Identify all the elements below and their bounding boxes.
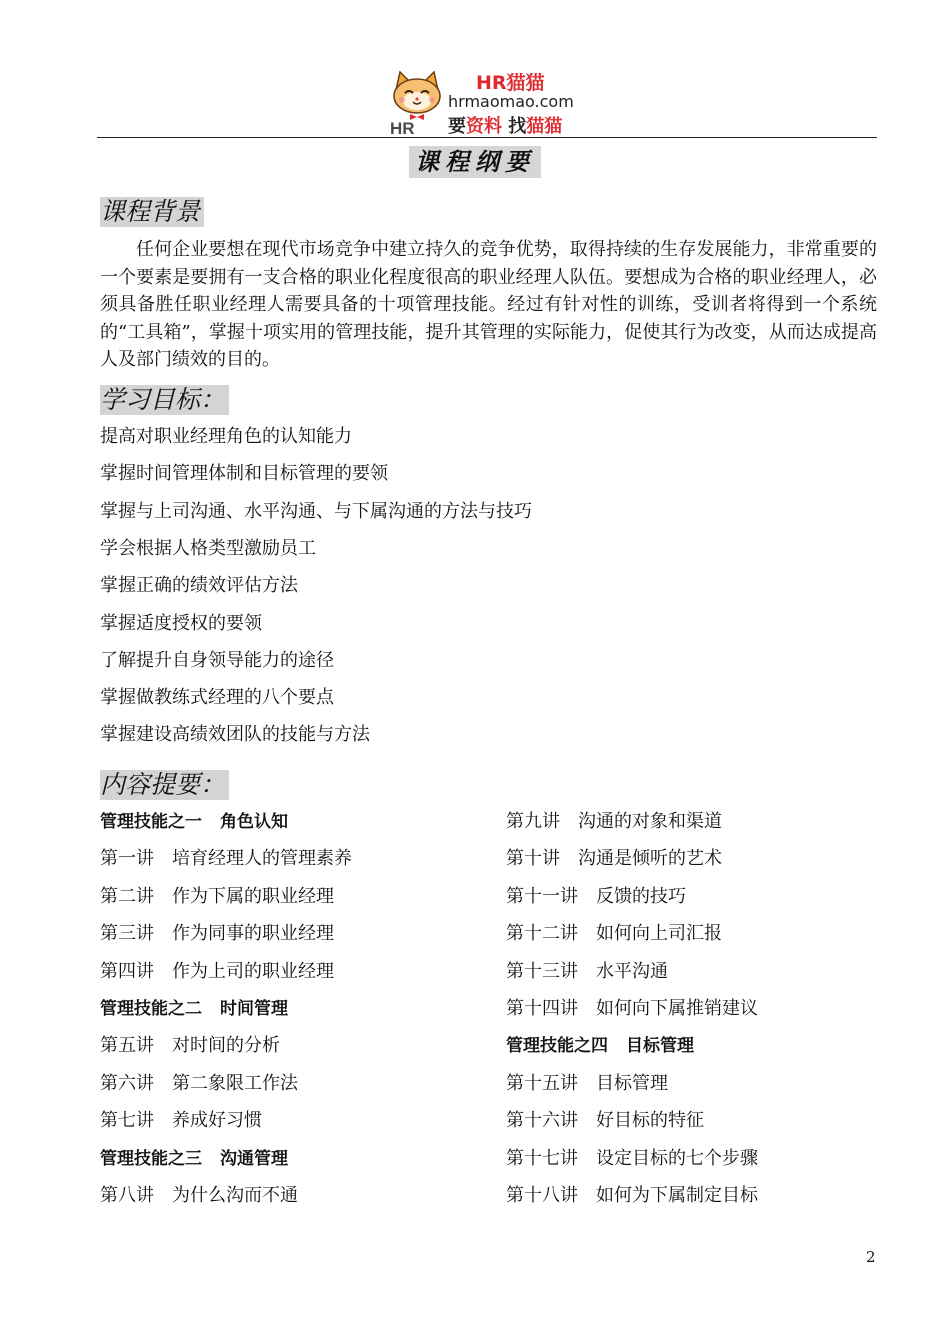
lecture-title: 沟通管理: [220, 1148, 288, 1169]
skill-heading: [100, 1148, 288, 1170]
slogan: [448, 112, 562, 138]
lecture-number: 第十五讲: [506, 1072, 578, 1094]
lecture-number: 管理技能之三: [100, 1148, 202, 1169]
lecture-number: 第十二讲: [506, 923, 578, 945]
lecture-number: 第五讲: [100, 1035, 154, 1057]
lecture-item: [100, 848, 352, 870]
site-logo: [388, 68, 588, 138]
lecture-title: 沟通是倾听的艺术: [578, 848, 722, 870]
lecture-number: 第十一讲: [506, 885, 578, 907]
lecture-title: 角色认知: [220, 812, 288, 832]
lecture-number: 第一讲: [100, 848, 154, 870]
lecture-number: 管理技能之一: [100, 812, 202, 832]
lecture-title: 培育经理人的管理素养: [172, 848, 352, 870]
lecture-item: [506, 1185, 758, 1207]
goal-item: 掌握正确的绩效评估方法: [100, 575, 298, 597]
lecture-number: 第六讲: [100, 1072, 154, 1094]
lecture-number: 管理技能之二: [100, 999, 202, 1019]
lecture-title: 时间管理: [220, 999, 288, 1019]
slogan-mid: 找: [502, 116, 527, 137]
lecture-number: 第十三讲: [506, 960, 578, 982]
lecture-item: [100, 961, 334, 983]
goal-item: 掌握建设高绩效团队的技能与方法: [100, 724, 370, 746]
lecture-number: 第二讲: [100, 885, 154, 907]
lecture-number: 第三讲: [100, 923, 154, 945]
lecture-title: 如何向下属推销建议: [596, 998, 758, 1019]
section-heading-contents: 内容提要：: [100, 770, 229, 800]
hr-badge: HR: [390, 119, 415, 136]
goal-item: 掌握时间管理体制和目标管理的要领: [100, 463, 388, 485]
lecture-title: 作为上司的职业经理: [172, 960, 334, 982]
skill-heading: [100, 811, 288, 833]
goal-item: 掌握与上司沟通、水平沟通、与下属沟通的方法与技巧: [100, 500, 532, 522]
lecture-title: 如何为下属制定目标: [596, 1185, 758, 1206]
lecture-item: [100, 923, 334, 945]
lecture-title: 如何向上司汇报: [596, 923, 722, 945]
lecture-number: 第十六讲: [506, 1110, 578, 1132]
lecture-item: [100, 1110, 262, 1132]
site-url: hrmaomao.com: [448, 92, 574, 111]
lecture-item: [100, 1073, 298, 1095]
slogan-pre: 要: [448, 116, 466, 137]
course-background-paragraph: 任何企业要想在现代市场竞争中建立持久的竞争优势，取得持续的生存发展能力，非常重要的一个要素是要拥有一支合格的职业化程度很高的职业经理人队伍。要想成为合格的职业经理人，必须具备胜任职业经理人需要具备的十项管理技能。经过有针对性的训练，受训者将得到一个系统的“工具箱”，掌握十项实用的管理技能，提升其管理的实际能力，促使其行为改变，从而达成提高人及部门绩效的目的。: [100, 239, 877, 371]
skill-heading: [506, 1035, 694, 1057]
lecture-item: [100, 886, 334, 908]
lecture-title: 反馈的技巧: [596, 885, 686, 907]
skill-heading: [100, 998, 288, 1020]
lecture-title: 养成好习惯: [172, 1110, 262, 1132]
lecture-item: [506, 923, 722, 945]
lecture-item: [506, 811, 722, 833]
lecture-item: [506, 1110, 704, 1132]
goal-item: 学会根据人格类型激励员工: [100, 537, 316, 559]
lecture-title: 目标管理: [596, 1072, 668, 1094]
lecture-number: 第十七讲: [506, 1147, 578, 1169]
brand-name: HR猫猫: [476, 72, 545, 94]
lecture-title: 目标管理: [626, 1036, 694, 1057]
lecture-title: 作为下属的职业经理: [172, 885, 334, 907]
lecture-item: [506, 1148, 758, 1170]
lecture-title: 设定目标的七个步骤: [596, 1147, 758, 1169]
lecture-number: 第十四讲: [506, 998, 578, 1019]
lecture-number: 第十八讲: [506, 1185, 578, 1206]
document-title-text: 课程纲要: [409, 146, 541, 178]
lecture-number: 第九讲: [506, 811, 560, 832]
lecture-item: [506, 998, 758, 1020]
lecture-number: 第十讲: [506, 848, 560, 870]
goal-item: 了解提升自身领导能力的途径: [100, 649, 334, 671]
cat-mascot-icon: [388, 68, 446, 136]
lecture-number: 第四讲: [100, 960, 154, 982]
lecture-title: 好目标的特征: [596, 1110, 704, 1132]
section-heading-background: 课程背景: [100, 197, 204, 227]
lecture-title: 水平沟通: [596, 960, 668, 982]
lecture-item: [506, 886, 686, 908]
page-number: 2: [866, 1248, 876, 1266]
lecture-number: 第七讲: [100, 1110, 154, 1132]
lecture-item: [100, 1185, 298, 1207]
lecture-title: 第二象限工作法: [172, 1072, 298, 1094]
lecture-title: 沟通的对象和渠道: [578, 811, 722, 832]
lecture-item: [506, 961, 668, 983]
lecture-item: [506, 848, 722, 870]
lecture-number: 管理技能之四: [506, 1036, 608, 1057]
slogan-highlight-1: 资料: [466, 116, 502, 137]
lecture-item: [100, 1035, 280, 1057]
header-divider: [97, 137, 877, 138]
lecture-title: 为什么沟而不通: [172, 1185, 298, 1206]
lecture-title: 作为同事的职业经理: [172, 923, 334, 945]
section-heading-goals: 学习目标：: [100, 385, 229, 415]
goal-item: 掌握适度授权的要领: [100, 612, 262, 634]
goal-item: 提高对职业经理角色的认知能力: [100, 426, 352, 447]
goal-item: 掌握做教练式经理的八个要点: [100, 687, 334, 709]
slogan-highlight-2: 猫猫: [526, 116, 563, 137]
document-title: [0, 146, 950, 178]
lecture-number: 第八讲: [100, 1185, 154, 1206]
lecture-title: 对时间的分析: [172, 1035, 280, 1057]
lecture-item: [506, 1073, 668, 1095]
